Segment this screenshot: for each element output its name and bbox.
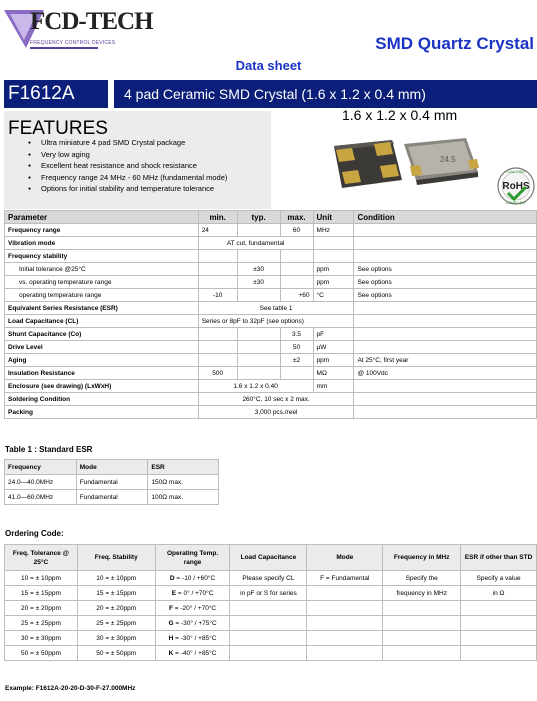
ordering-example: Example: F1612A-20-20-D-30-F-27.000MHz (5, 685, 136, 692)
frequency-cell (383, 616, 461, 631)
table-row (5, 586, 537, 601)
stability-cell: 10 = ± 10ppm (77, 571, 155, 586)
feature-item: ● Very low aging (28, 150, 227, 162)
temp-range: = -30° / +85°C (173, 634, 217, 642)
table-row (5, 393, 537, 406)
load-cap-cell (230, 646, 307, 661)
table-row (5, 328, 537, 341)
max-cell (280, 367, 313, 380)
param-cell: operating temperature range (5, 289, 199, 302)
stability-cell: 20 = ± 20ppm (77, 601, 155, 616)
param-cell: Shunt Capacitance (Co) (5, 328, 199, 341)
condition-cell (354, 341, 537, 354)
value-span-cell: AT cut, fundamental (198, 237, 313, 250)
param-cell: Aging (5, 354, 199, 367)
mode-cell: Fundamental (76, 490, 148, 505)
tolerance-cell: 15 = ± 15ppm (5, 586, 78, 601)
tolerance-cell: 20 = ± 20ppm (5, 601, 78, 616)
rohs-text: RoHS (502, 181, 530, 192)
temp-range: = -10 / +60°C (174, 574, 216, 582)
table-row (5, 263, 537, 276)
typ-cell (237, 367, 280, 380)
tolerance-cell: 30 = ± 30ppm (5, 631, 78, 646)
esr-cell (461, 616, 537, 631)
table-row (5, 601, 537, 616)
features-list (28, 138, 227, 196)
column-header: Frequency (5, 460, 77, 475)
max-cell: +60 (280, 289, 313, 302)
value-span-cell: Series or 8pF to 32pF (see options) (198, 315, 354, 328)
load-cap-cell: in pF or S for series (230, 586, 307, 601)
product-category-title: SMD Quartz Crystal (375, 34, 534, 53)
rohs-top-text: LEAD FREE (506, 170, 526, 174)
esr-cell: in Ω (461, 586, 537, 601)
load-cap-cell (230, 601, 307, 616)
table-row (5, 224, 537, 237)
esr-cell (461, 646, 537, 661)
mode-cell (307, 646, 383, 661)
load-cap-cell (230, 616, 307, 631)
table-row (5, 380, 537, 393)
frequency-cell (383, 646, 461, 661)
esr-table-caption: Table 1 : Standard ESR (5, 445, 93, 454)
logo-underline (30, 47, 98, 49)
temp-range-cell (155, 646, 230, 661)
frequency-cell (383, 631, 461, 646)
condition-cell: @ 100Vdc (354, 367, 537, 380)
param-cell: Vibration mode (5, 237, 199, 250)
stability-cell: 25 = ± 25ppm (77, 616, 155, 631)
rohs-compliant-icon (496, 165, 536, 207)
mode-cell: Fundamental (76, 475, 148, 490)
temp-code: E (171, 589, 177, 597)
param-cell: Frequency range (5, 224, 199, 237)
column-header: Freq. Stability (77, 545, 155, 571)
tolerance-cell: 50 = ± 50ppm (5, 646, 78, 661)
column-header: Unit (313, 211, 354, 224)
value-span-cell: 260°C, 10 sec x 2 max. (198, 393, 354, 406)
table-row (5, 490, 219, 505)
condition-cell: At 25°C, first year (354, 354, 537, 367)
min-cell (198, 328, 237, 341)
condition-cell: See options (354, 263, 537, 276)
typ-cell (237, 224, 280, 237)
unit-cell: MΩ (313, 367, 354, 380)
temp-range: = -30° / +75°C (173, 619, 217, 627)
max-cell: ±2 (280, 354, 313, 367)
table-row (5, 289, 537, 302)
column-header: Load Capacitance (230, 545, 307, 571)
frequency-cell: frequency in MHz (383, 586, 461, 601)
param-cell: Packing (5, 406, 199, 419)
min-cell: -10 (198, 289, 237, 302)
column-header: Condition (354, 211, 537, 224)
chip-marking: 24.5 (440, 155, 456, 164)
mode-cell: F = Fundamental (307, 571, 383, 586)
esr-cell (461, 631, 537, 646)
table-header-row (5, 460, 219, 475)
condition-cell (354, 224, 537, 237)
tolerance-cell: 10 = ± 10ppm (5, 571, 78, 586)
unit-cell: °C (313, 289, 354, 302)
param-cell: Initial tolerance @25°C (5, 263, 199, 276)
rohs-bottom-text: COMPLIANT (505, 201, 527, 205)
param-cell: Soldering Condition (5, 393, 199, 406)
column-header: ESR (148, 460, 219, 475)
temp-code: K (168, 649, 174, 657)
unit-cell: ppm (313, 354, 354, 367)
unit-cell: pF (313, 328, 354, 341)
max-cell (280, 263, 313, 276)
company-logo (4, 8, 153, 50)
param-cell: Drive Level (5, 341, 199, 354)
description-banner: 4 pad Ceramic SMD Crystal (1.6 x 1.2 x 0.4 mm) (114, 80, 537, 108)
esr-cell: 100Ω max. (148, 490, 219, 505)
table-row (5, 646, 537, 661)
feature-item: ● Frequency range 24 MHz - 60 MHz (fundamental mode) (28, 173, 227, 185)
table-row (5, 475, 219, 490)
param-cell: vs. operating temperature range (5, 276, 199, 289)
typ-cell: ±30 (237, 276, 280, 289)
logo-wordmark: FCD-TECH (30, 8, 153, 35)
ordering-code-caption: Ordering Code: (5, 529, 64, 538)
mode-cell (307, 616, 383, 631)
column-header: Mode (307, 545, 383, 571)
temp-code: H (168, 634, 174, 642)
esr-cell: Specify a value (461, 571, 537, 586)
esr-cell: 150Ω max. (148, 475, 219, 490)
value-span-cell: 1.6 x 1.2 x 0.40 (198, 380, 313, 393)
table-row (5, 315, 537, 328)
param-cell: Frequency stability (5, 250, 199, 263)
typ-cell (237, 341, 280, 354)
feature-item: ● Excellent heat resistance and shock resistance (28, 161, 227, 173)
table-row (5, 250, 537, 263)
param-cell: Load Capacitance (CL) (5, 315, 199, 328)
unit-cell: µW (313, 341, 354, 354)
temp-range: = -40° / +85°C (173, 649, 217, 657)
column-header: Parameter (5, 211, 199, 224)
temp-range-cell (155, 571, 230, 586)
part-number-banner: F1612A (4, 80, 108, 108)
condition-cell: See options (354, 289, 537, 302)
condition-cell (354, 315, 537, 328)
column-header: max. (280, 211, 313, 224)
table-row (5, 302, 537, 315)
mode-cell (307, 631, 383, 646)
stability-cell: 15 = ± 15ppm (77, 586, 155, 601)
stability-cell: 30 = ± 30ppm (77, 631, 155, 646)
min-cell: 24 (198, 224, 237, 237)
table-row (5, 276, 537, 289)
value-span-cell: See table 1 (198, 302, 354, 315)
unit-cell (313, 237, 354, 250)
dimensions-label: 1.6 x 1.2 x 0.4 mm (342, 107, 458, 123)
table-row (5, 367, 537, 380)
condition-cell (354, 302, 537, 315)
frequency-cell: Specify the (383, 571, 461, 586)
mode-cell (307, 586, 383, 601)
feature-item: ● Options for initial stability and temperature tolerance (28, 184, 227, 196)
value-span-cell: 3,000 pcs./reel (198, 406, 354, 419)
unit-cell: mm (313, 380, 354, 393)
features-title: FEATURES (8, 118, 108, 139)
mode-cell (307, 601, 383, 616)
min-cell (198, 354, 237, 367)
column-header: Frequency in MHz (383, 545, 461, 571)
table-row (5, 571, 537, 586)
feature-item: ● Ultra miniature 4 pad SMD Crystal package (28, 138, 227, 150)
min-cell: 500 (198, 367, 237, 380)
unit-cell: ppm (313, 276, 354, 289)
tolerance-cell: 25 = ± 25ppm (5, 616, 78, 631)
condition-cell: See options (354, 276, 537, 289)
temp-range-cell (155, 631, 230, 646)
temp-code: G (168, 619, 174, 627)
temp-range-cell (155, 601, 230, 616)
temp-range: = 0° / +70°C (176, 589, 214, 597)
temp-range-cell (155, 616, 230, 631)
param-cell: Equivalent Series Resistance (ESR) (5, 302, 199, 315)
param-cell: Enclosure (see drawing) (LxWxH) (5, 380, 199, 393)
typ-cell (237, 354, 280, 367)
max-cell (280, 276, 313, 289)
unit-cell: MHz (313, 224, 354, 237)
min-cell (198, 263, 237, 276)
specification-table (4, 210, 537, 419)
typ-cell (237, 328, 280, 341)
column-header: Freq. Tolerance @ 25°C (5, 545, 78, 571)
temp-range: = -20° / +70°C (172, 604, 217, 612)
condition-cell (354, 393, 537, 406)
column-header: ESR if other than STD (461, 545, 537, 571)
column-header: Mode (76, 460, 148, 475)
temp-code: F (168, 604, 173, 612)
column-header: typ. (237, 211, 280, 224)
load-cap-cell (230, 631, 307, 646)
load-cap-cell: Please specify CL (230, 571, 307, 586)
temp-code: D (169, 574, 175, 582)
max-cell: 60 (280, 224, 313, 237)
table-row (5, 354, 537, 367)
esr-table (4, 459, 219, 505)
table-header-row (5, 545, 537, 571)
esr-cell (461, 601, 537, 616)
frequency-cell (383, 601, 461, 616)
condition-cell (354, 328, 537, 341)
stability-cell: 50 = ± 50ppm (77, 646, 155, 661)
max-cell: 50 (280, 341, 313, 354)
datasheet-heading: Data sheet (235, 58, 302, 73)
min-cell (198, 276, 237, 289)
frequency-cell: 41.0—60.0MHz (5, 490, 77, 505)
ordering-code-table (4, 544, 537, 661)
condition-cell (354, 237, 537, 250)
table-row (5, 631, 537, 646)
column-header: min. (198, 211, 237, 224)
logo-tagline: FREQUENCY CONTROL DEVICES (30, 40, 116, 46)
condition-cell (354, 380, 537, 393)
temp-range-cell (155, 586, 230, 601)
min-cell (198, 341, 237, 354)
table-row (5, 616, 537, 631)
column-header: Operating Temp. range (155, 545, 230, 571)
table-row (5, 341, 537, 354)
condition-cell (354, 406, 537, 419)
unit-cell: ppm (313, 263, 354, 276)
param-cell: Insulation Resistance (5, 367, 199, 380)
typ-cell (237, 289, 280, 302)
table-row (5, 237, 537, 250)
crystal-product-image (322, 130, 492, 200)
table-header-row (5, 211, 537, 224)
max-cell: 3.5 (280, 328, 313, 341)
table-row (5, 406, 537, 419)
typ-cell: ±30 (237, 263, 280, 276)
frequency-cell: 24.0—40.0MHz (5, 475, 77, 490)
